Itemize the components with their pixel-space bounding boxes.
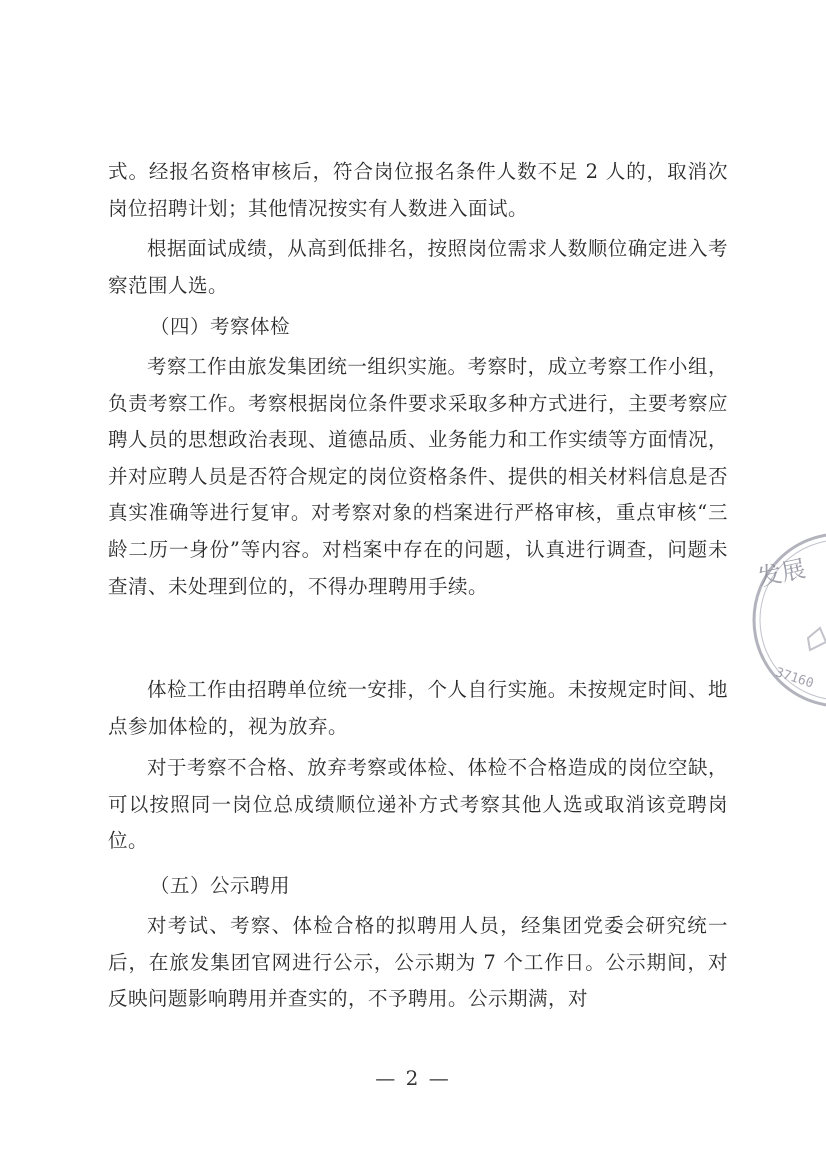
paragraph-publicity: 对考试、考察、体检合格的拟聘用人员，经集团党委会研究统一后，在旅发集团官网进行公示，公示期为 7 个工作日。公示期间，对反映问题影响聘用并查实的，不予聘用。公示期满，对 — [108, 914, 728, 1011]
paragraph-physical-exam: 体检工作由招聘单位统一安排，个人自行实施。未按规定时间、地点参加体检的，视为放弃。 — [108, 678, 728, 738]
paragraph-vacancy: 对于考察不合格、放弃考察或体检、体检不合格造成的岗位空缺，可以按照同一岗位总成绩顺位递补方式考察其他人选或取消该竞聘岗位。 — [108, 756, 728, 853]
paragraph-interview-ranking: 根据面试成绩，从高到低排名，按照岗位需求人数顺位确定进入考察范围人选。 — [108, 237, 728, 297]
page-number: — 2 — — [375, 1066, 451, 1090]
official-seal-stamp — [748, 520, 826, 720]
paragraph-inspection: 考察工作由旅发集团统一组织实施。考察时，成立考察工作小组，负责考察工作。考察根据岗位条件要求采取多种方式进行，主要考察应聘人员的思想政治表现、道德品质、业务能力和工作实绩等方面情况，并对应聘人员是否符合规定的岗位资格条件、提供的相关材料信息是否真实准确等进行复审。对考察对象的档案进行严格审核，重点审核“三龄二历一身份”等内容。对档案中存在的问题，认真进行调查，问题未查清、未处理到位的，不得办理聘用手续。 — [108, 355, 729, 598]
section-heading-publicity: （五）公示聘用 — [150, 874, 291, 897]
svg-text:37160: 37160 — [773, 665, 816, 692]
section-heading-inspection: （四）考察体检 — [150, 315, 291, 338]
paragraph-continuation: 式。经报名资格审核后，符合岗位报名条件人数不足 2 人的，取消次岗位招聘计划；其他情况按实有人数进入面试。 — [108, 160, 728, 220]
svg-text:发展: 发展 — [755, 554, 809, 592]
